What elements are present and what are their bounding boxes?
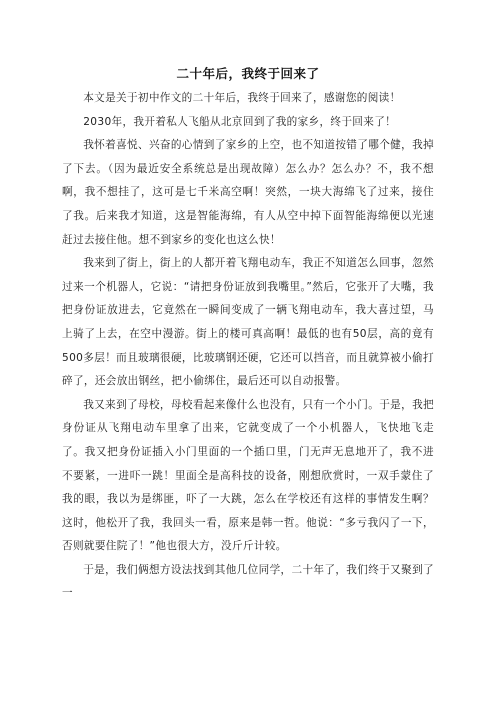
document-body (62, 87, 434, 606)
document-title: 二十年后，我终于回来了 (176, 66, 320, 81)
paragraph-street: 我来到了街上，街上的人都开着飞翔电动车，我正不知道怎么回事，忽然过来一个机器人，它说：“请把身份证放到我嘴里。”然后，它张开了大嘴，我把身份证放进去，它竟然在一瞬间变成了一辆飞翔电动车，我大喜过望，马上骑了上去，在空中漫游。街上的楼可真高啊！最低的也有50层，高的竟有500多层！而且玻璃很硬，比玻璃钢还硬，它还可以挡音，而且就算被小偷打碎了，还会放出钢丝，把小偷绑住，最后还可以自动报警。 (62, 257, 434, 388)
paragraph-reunion: 于是，我们俩想方设法找到其他几位同学，二十年了，我们终于又聚到了一 (62, 563, 434, 600)
paragraph-school: 我又来到了母校，母校看起来像什么也没有，只有一个小门。于是，我把身份证从飞翔电动车里拿了出来，它就变成了一个小机器人，飞快地飞走了。我又把身份证插入小门里面的一个插口里，门无声无息地开了，我不进不要紧，一进吓一跳！里面全是高科技的设备，刚想欣赏时，一双手蒙住了我的眼，我以为是绑匪，吓了一大跳，怎么在学校还有这样的事情发生啊？这时，他松开了我，我回头一看，原来是韩一哲。他说：“多亏我闪了一下，否则就要住院了！”他也很大方，没斤斤计较。 (62, 398, 434, 553)
paragraph-return: 2030年，我开着私人飞船从北京回到了我的家乡，终于回来了！ (83, 115, 397, 128)
paragraph-sponge: 我怀着喜悦、兴奋的心情到了家乡的上空，也不知道按错了哪个健，我掉了下去。（因为最近安全系统总是出现故障）怎么办？怎么办？不，我不想啊，我不想挂了，这可是七千米高空啊！突然，一块大海绵飞了过来，接住了我。后来我才知道，这是智能海绵，有人从空中掉下面智能海绵便以光速赶过去接住他。想不到家乡的变化也这么快！ (62, 139, 434, 246)
paragraph-intro: 本文是关于初中作文的二十年后，我终于回来了，感谢您的阅读！ (83, 92, 401, 104)
